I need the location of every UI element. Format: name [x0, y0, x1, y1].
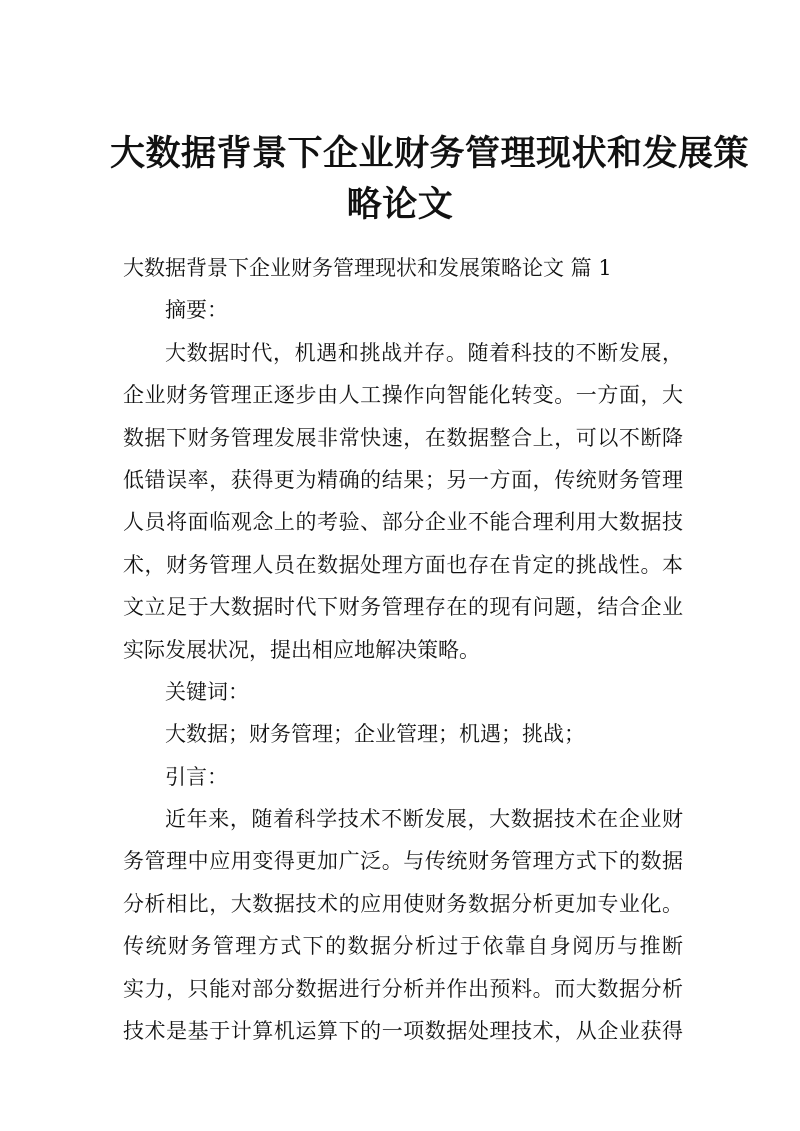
abstract-line: 术，财务管理人员在数据处理方面也存在肯定的挑战性。本	[123, 552, 683, 577]
abstract-label: 摘要：	[165, 298, 228, 323]
keywords-list: 大数据；财务管理；企业管理；机遇；挑战；	[165, 722, 585, 747]
introduction-line: 技术是基于计算机运算下的一项数据处理技术，从企业获得	[123, 1019, 683, 1044]
document-body	[123, 247, 683, 1052]
introduction-label: 引言：	[165, 764, 228, 789]
keywords-label: 关键词：	[165, 679, 249, 704]
abstract-line: 数据下财务管理发展非常快速，在数据整合上，可以不断降	[123, 425, 683, 450]
abstract-line: 大数据时代，机遇和挑战并存。随着科技的不断发展，	[165, 340, 683, 365]
abstract-line: 文立足于大数据时代下财务管理存在的现有问题，结合企业	[123, 595, 683, 620]
abstract-line: 低错误率，获得更为精确的结果；另一方面，传统财务管理	[123, 467, 683, 492]
abstract-line: 人员将面临观念上的考验、部分企业不能合理利用大数据技	[123, 510, 683, 535]
introduction-line: 实力，只能对部分数据进行分析并作出预料。而大数据分析	[123, 976, 683, 1001]
introduction-line: 传统财务管理方式下的数据分析过于依靠自身阅历与推断	[123, 934, 683, 959]
document-title-line-2: 略论文	[346, 184, 454, 225]
introduction-line: 务管理中应用变得更加广泛。与传统财务管理方式下的数据	[123, 849, 683, 874]
section-heading: 大数据背景下企业财务管理现状和发展策略论文 篇 1	[123, 256, 612, 280]
abstract-line: 企业财务管理正逐步由人工操作向智能化转变。一方面，大	[123, 383, 683, 408]
document-title-line-1: 大数据背景下企业财务管理现状和发展策	[110, 133, 750, 174]
introduction-line: 分析相比，大数据技术的应用使财务数据分析更加专业化。	[123, 891, 683, 916]
introduction-line: 近年来，随着科学技术不断发展，大数据技术在企业财	[165, 807, 683, 832]
abstract-line: 实际发展状况，提出相应地解决策略。	[123, 637, 480, 662]
